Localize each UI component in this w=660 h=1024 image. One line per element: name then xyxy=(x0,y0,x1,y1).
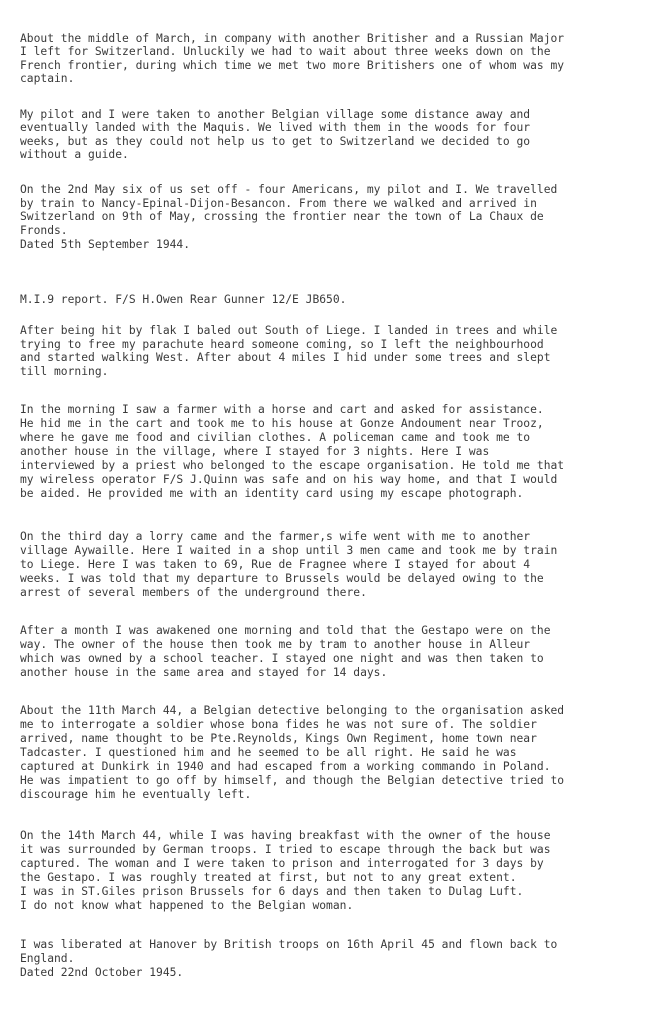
text-line: discourage him he eventually left. xyxy=(20,788,252,801)
text-line: On the third day a lorry came and the farmer,s wife went with me to another xyxy=(20,530,531,543)
text-line: another house in the same area and stayed for 14 days. xyxy=(20,666,388,679)
text-line: arrest of several members of the underground there. xyxy=(20,586,367,599)
text-line: me to interrogate a soldier whose bona fides he was not sure of. The soldier xyxy=(20,718,537,731)
text-line: by train to Nancy-Epinal-Dijon-Besancon. From there we walked and arrived in xyxy=(20,197,537,210)
text-line: and started walking West. After about 4 miles I hid under some trees and slept xyxy=(20,351,551,364)
text-line: About the middle of March, in company with another Britisher and a Russian Major xyxy=(20,32,565,45)
text-line: I do not know what happened to the Belgian woman. xyxy=(20,899,354,912)
text-line: another house in the village, where I stayed for 3 nights. Here I was xyxy=(20,445,490,458)
text-line: my wireless operator F/S J.Quinn was safe and on his way home, and that I would xyxy=(20,473,558,486)
text-line: till morning. xyxy=(20,365,109,378)
text-line: trying to free my parachute heard someone coming, so I left the neighbourhood xyxy=(20,338,544,351)
text-line: it was surrounded by German troops. I tried to escape through the back but was xyxy=(20,843,551,856)
text-line: England. xyxy=(20,952,75,965)
text-line: After a month I was awakened one morning and told that the Gestapo were on the xyxy=(20,624,551,637)
text-line: He hid me in the cart and took me to his house at Gonze Andoument near Trooz, xyxy=(20,417,544,430)
text-line: After being hit by flak I baled out South of Liege. I landed in trees and while xyxy=(20,324,558,337)
text-line: In the morning I saw a farmer with a horse and cart and asked for assistance. xyxy=(20,403,544,416)
text-line: where he gave me food and civilian clothes. A policeman came and took me to xyxy=(20,431,531,444)
text-line: About the 11th March 44, a Belgian detective belonging to the organisation asked xyxy=(20,704,565,717)
text-line: He was impatient to go off by himself, and though the Belgian detective tried to xyxy=(20,774,565,787)
dated-line: Dated 22nd October 1945. xyxy=(20,966,184,979)
text-line: weeks, but as they could not help us to get to Switzerland we decided to go xyxy=(20,135,531,148)
report-heading: M.I.9 report. F/S H.Owen Rear Gunner 12/E JB650. xyxy=(20,293,347,306)
text-line: I left for Switzerland. Unluckily we had to wait about three weeks down on the xyxy=(20,45,551,58)
text-line: Tadcaster. I questioned him and he seemed to be all right. He said he was xyxy=(20,746,517,759)
text-line: the Gestapo. I was roughly treated at first, but not to any great extent. xyxy=(20,871,517,884)
text-line: On the 2nd May six of us set off - four Americans, my pilot and I. We travelled xyxy=(20,183,558,196)
text-line: captured at Dunkirk in 1940 and had escaped from a working commando in Poland. xyxy=(20,760,551,773)
text-line: On the 14th March 44, while I was having breakfast with the owner of the house xyxy=(20,829,551,842)
text-line: French frontier, during which time we met two more Britishers one of whom was my xyxy=(20,59,565,72)
text-line: eventually landed with the Maquis. We lived with them in the woods for four xyxy=(20,121,531,134)
text-line: village Aywaille. Here I waited in a shop until 3 men came and took me by train xyxy=(20,544,558,557)
text-line: Switzerland on 9th of May, crossing the frontier near the town of La Chaux de xyxy=(20,210,544,223)
text-line: weeks. I was told that my departure to Brussels would be delayed owing to the xyxy=(20,572,544,585)
typed-document-page xyxy=(20,0,650,1024)
text-line: which was owned by a school teacher. I stayed one night and was then taken to xyxy=(20,652,544,665)
text-line: I was liberated at Hanover by British troops on 16th April 45 and flown back to xyxy=(20,938,558,951)
text-line: be aided. He provided me with an identity card using my escape photograph. xyxy=(20,487,524,500)
text-line: captain. xyxy=(20,72,75,85)
dated-line: Dated 5th September 1944. xyxy=(20,238,191,251)
text-line: way. The owner of the house then took me by tram to another house in Alleur xyxy=(20,638,531,651)
text-line: to Liege. Here I was taken to 69, Rue de Fragnee where I stayed for about 4 xyxy=(20,558,531,571)
text-line: My pilot and I were taken to another Belgian village some distance away and xyxy=(20,108,531,121)
text-line: I was in ST.Giles prison Brussels for 6 days and then taken to Dulag Luft. xyxy=(20,885,524,898)
text-line: without a guide. xyxy=(20,148,129,161)
text-line: Fronds. xyxy=(20,224,68,237)
text-line: arrived, name thought to be Pte.Reynolds, Kings Own Regiment, home town near xyxy=(20,732,537,745)
text-line: captured. The woman and I were taken to prison and interrogated for 3 days by xyxy=(20,857,544,870)
text-line: interviewed by a priest who belonged to the escape organisation. He told me that xyxy=(20,459,565,472)
